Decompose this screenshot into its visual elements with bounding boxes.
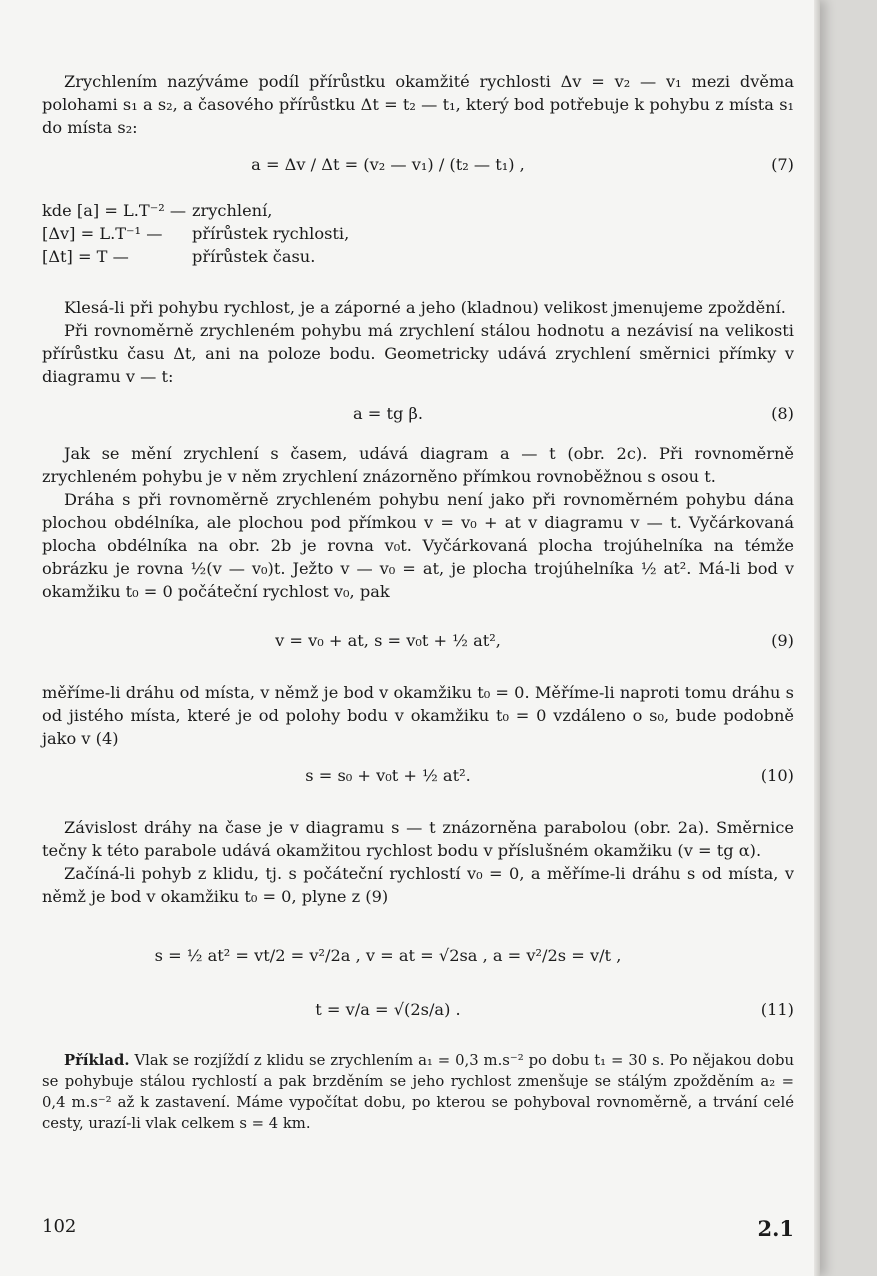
page-number: 102 (42, 1216, 77, 1237)
paragraph-uniform-acceleration: Při rovnoměrně zrychleném pohybu má zrychlení stálou hodnotu a nezávisí na velikosti přírůstku času Δt, ani na poloze bodu. Geometricky udává zrychlení směrnici přímky v diagramu v — t: (42, 321, 794, 386)
definition-row: [Δv] = L.T⁻¹ — přírůstek rychlosti, (42, 224, 350, 243)
example-paragraph (42, 1050, 794, 1134)
equation-9 (42, 615, 794, 669)
equation-8-formula: a = tg β. (352, 404, 424, 423)
equation-7-formula: a = Δv / Δt = (v₂ — v₁) / (t₂ — t₁) , (251, 155, 525, 174)
equation-9-formula: v = v₀ + at, s = v₀t + ½ at², (275, 631, 501, 650)
equation-10-formula: s = s₀ + v₀t + ½ at². (305, 766, 471, 785)
equation-10-number: (10) (760, 766, 794, 785)
equation-7 (42, 139, 794, 193)
paragraph-path-origin: měříme-li dráhu od místa, v němž je bod v okamžiku t₀ = 0. Měříme-li naproti tomu dráhu s od jistého místa, které je od polohy bodu v okamžiku t₀ = 0 vzdáleno o s₀, bude podobně jako v (4) (42, 683, 794, 748)
equation-8-number: (8) (771, 404, 794, 423)
equation-9-number: (9) (771, 631, 794, 650)
page-content (42, 70, 794, 1134)
paragraph-parabola: Závislost dráhy na čase je v diagramu s — t znázorněna parabolou (obr. 2a). Směrnice tečny k této parabole udává okamžitou rychlost bodu v příslušném okamžiku (v = tg α). (42, 818, 794, 860)
equation-11-first-line (42, 930, 794, 984)
equation-7-number: (7) (771, 155, 794, 174)
paragraph-a-t-diagram: Jak se mění zrychlení s časem, udává diagram a — t (obr. 2c). Při rovnoměrně zrychleném pohybu je v něm zrychlení znázorněno přímkou rovnoběžnou s osou t. (42, 444, 794, 486)
example-label: Příklad. (64, 1052, 130, 1069)
equation-11-formula: t = v/a = √(2s/a) . (315, 1000, 461, 1019)
equation-11 (42, 984, 794, 1038)
paragraph-path-area: Dráha s při rovnoměrně zrychleném pohybu není jako při rovnoměrném pohybu dána plochou obdélníka, ale plochou pod přímkou v = v₀ + at v diagramu v — t. Vyčárkovaná plocha obdélníka na obr. 2b je rovna v₀t. Vyčárkovaná plocha trojúhelníka na témže obrázku je rovna ½(v — v₀)t. Ježto v — v₀ = at, je plocha trojúhelníka ½ at². Má-li bod v okamžiku t₀ = 0 počáteční rychlost v₀, pak (42, 490, 794, 601)
paragraph-deceleration: Klesá-li při pohybu rychlost, je a záporné a jeho (kladnou) velikost jmenujeme zpoždění. (64, 298, 786, 317)
paragraph-acceleration-definition: Zrychlením nazýváme podíl přírůstku okamžité rychlosti Δv = v₂ — v₁ mezi dvěma polohami s₁ a s₂, a časového přírůstku Δt = t₂ — t₁, který bod potřebuje k pohybu z místa s₁ do místa s₂: (42, 72, 794, 137)
definition-row: [Δt] = T — přírůstek času. (42, 247, 316, 266)
equation-11-first-formula: s = ½ at² = vt/2 = v²/2a , v = at = √2sa , a = v²/2s = v/t , (154, 946, 622, 965)
equation-10 (42, 750, 794, 804)
paragraph-from-rest: Začíná-li pohyb z klidu, tj. s počáteční rychlostí v₀ = 0, a měříme-li dráhu s od místa, v němž je bod v okamžiku t₀ = 0, plyne z (9) (42, 864, 794, 906)
section-number: 2.1 (757, 1216, 794, 1241)
equation-11-number: (11) (760, 1000, 794, 1019)
unit-definitions (42, 199, 794, 268)
example-text: Vlak se rozjíždí z klidu se zrychlením a₁ = 0,3 m.s⁻² po dobu t₁ = 30 s. Po nějakou dobu se pohybuje stálou rychlostí a pak brzděním se jeho rychlost zmenšuje se stálým zpožděním a₂ = 0,4 m.s⁻² až k zastavení. Máme vypočítat dobu, po kterou se pohyboval rovnoměrně, a trvání celé cesty, urazí-li vlak celkem s = 4 km. (42, 1052, 794, 1132)
equation-8 (42, 388, 794, 442)
page-edge (814, 0, 820, 1276)
definition-row: kde [a] = L.T⁻² — zrychlení, (42, 201, 273, 220)
